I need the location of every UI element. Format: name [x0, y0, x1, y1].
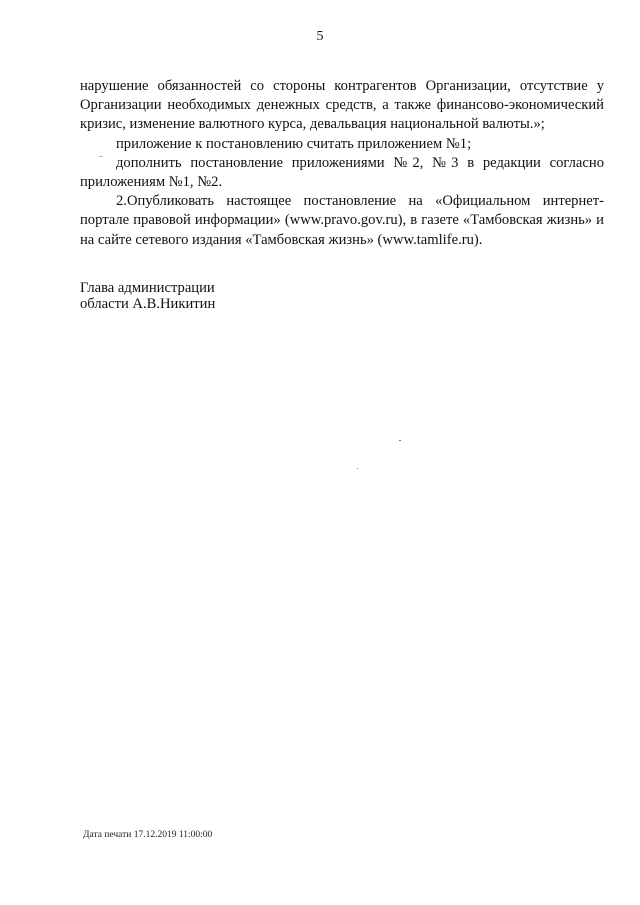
scan-speck [357, 468, 358, 469]
document-body [80, 77, 604, 250]
scan-speck [399, 440, 401, 441]
print-date: Дата печати 17.12.2019 11:00:00 [83, 830, 213, 840]
paragraph-continuation: нарушение обязанностей со стороны контрагентов Организации, отсутствие у Организации необходимых денежных средств, а также финансово-экономический кризис, изменение валютного курса, девальвация национальной валюты.»; [80, 78, 604, 133]
paragraph-appendix-renumber: приложение к постановлению считать приложением №1; [116, 135, 472, 152]
scan-speck [99, 156, 103, 157]
signature-block [80, 280, 215, 312]
paragraph-appendix-add: дополнить постановление приложениями №2, №3 в редакции согласно приложениям №1, №2. [80, 154, 604, 191]
signatory-name: области А.В.Никитин [80, 296, 216, 312]
page-number: 5 [316, 29, 324, 44]
paragraph-publication: 2.Опубликовать настоящее постановление на «Официальном интернет-портале правовой информации» (www.pravo.gov.ru), в газете «Тамбовская жизнь» и на сайте сетевого издания «Тамбовская жизнь» (www.tamlife.ru). [80, 193, 604, 248]
signatory-title: Глава администрации [80, 280, 215, 296]
